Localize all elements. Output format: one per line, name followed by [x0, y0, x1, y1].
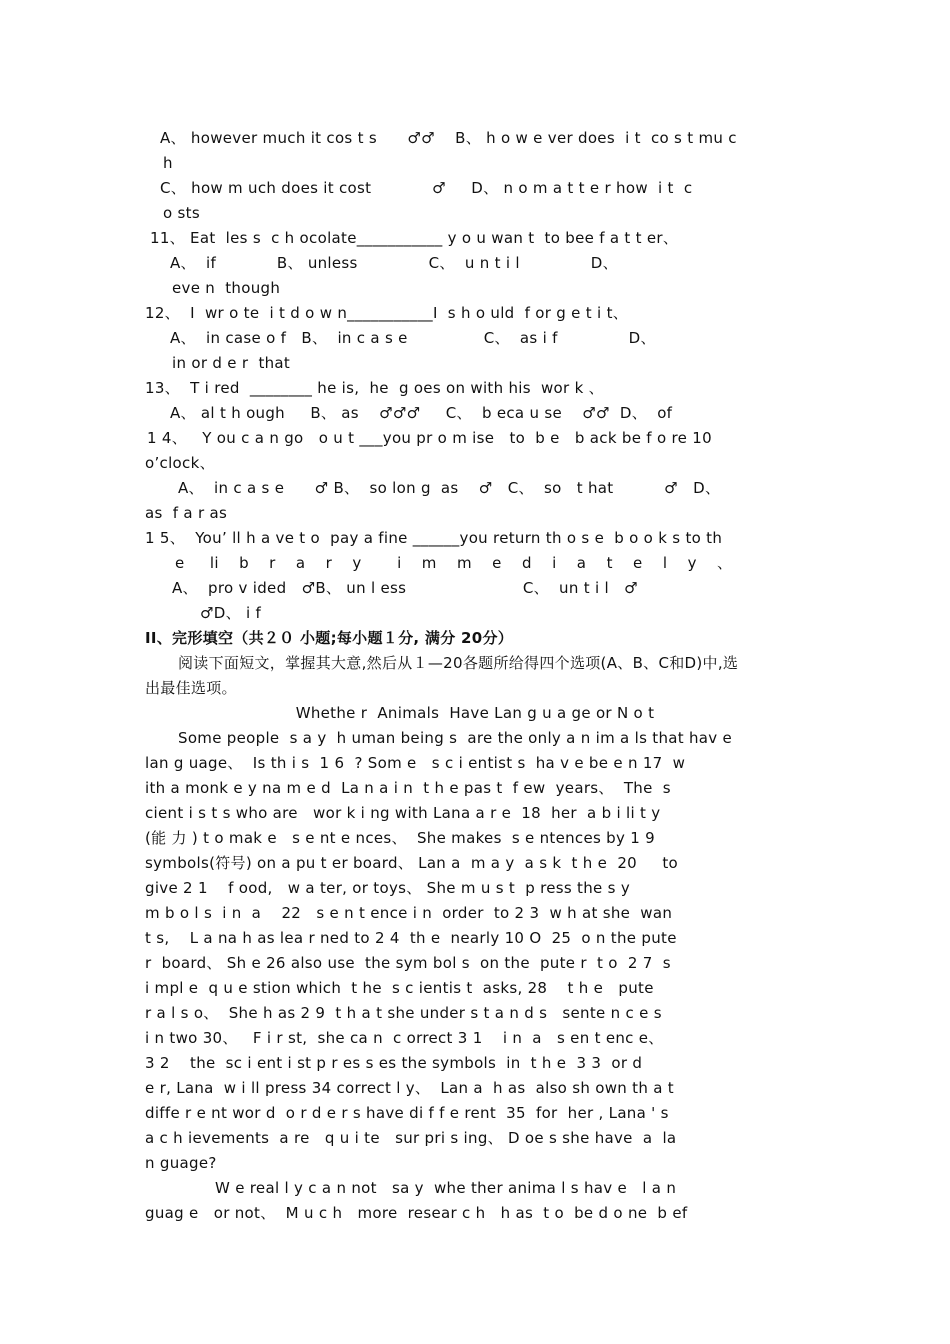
text-line: 1 4、 Y ou c a n go o u t ___you pr o m ise to b e b ack be f o re 10 — [147, 429, 712, 447]
text-line: o sts — [163, 204, 200, 222]
text-line: e li b r a r y i m m e d i a t e l y 、 — [175, 554, 733, 572]
text-line: (能 力 ) t o mak e s e nt e nces、 She makes s e ntences by 1 9 — [145, 829, 656, 847]
text-line: h — [163, 154, 173, 172]
text-line: II、完形填空（共２０ 小题;每小题１分, 满分 20分） — [145, 629, 514, 647]
text-line: 出最佳选项。 — [145, 679, 237, 697]
text-line: cient i s t s who are wor k i ng with Lana a r e 18 her a b i li t y — [145, 804, 661, 822]
text-line: Some people s a y h uman being s are the only a n im a ls that hav e — [178, 729, 733, 747]
text-line: a c h ievements a re q u i te sur pri s ing、 D oe s she have a la — [145, 1129, 677, 1147]
text-line: t s, L a na h as lea r ned to 2 4 th e nearly 10 O 25 o n the pute — [145, 929, 677, 947]
text-line: give 2 1 f ood, w a ter, or toys、 She m u s t p ress the s y — [145, 879, 631, 897]
text-line: C、 how m uch does it cost ♂ D、 n o m a t t e r how i t c — [160, 179, 693, 197]
text-line: Whethe r Animals Have Lan g u a ge or N o t — [295, 704, 655, 722]
text-line: A、 however much it cos t s ♂♂ B、 h o w e ver does i t co s t mu c — [160, 129, 737, 147]
text-line: m b o l s i n a 22 s e n t ence i n order to 2 3 w h at she wan — [145, 904, 673, 922]
text-line: ♂D、 i f — [200, 604, 262, 622]
text-line: A、 al t h ough B、 as ♂♂♂ C、 b eca u se ♂♂ D、 of — [170, 404, 673, 422]
text-line: in or d e r that — [172, 354, 291, 372]
text-line: A、 in c a s e ♂ B、 so lon g as ♂ C、 so t hat ♂ D、 — [178, 479, 721, 497]
text-line: e r, Lana w i ll press 34 correct l y、 Lan a h as also sh own th a t — [145, 1079, 674, 1097]
text-line: r a l s o、 She h as 2 9 t h a t she under s t a n d s sente n c e s — [145, 1004, 662, 1022]
text-line: n guage? — [145, 1154, 217, 1172]
text-line: 11、 Eat les s c h ocolate___________ y o u wan t to bee f a t t er、 — [150, 229, 679, 247]
text-line: lan g uage、 Is th i s 1 6 ? Som e s c i entist s ha v e be e n 17 w — [145, 754, 686, 772]
text-line: guag e or not、 M u c h more resear c h h as t o be d o ne b ef — [145, 1204, 688, 1222]
text-line: symbols(符号) on a pu t er board、 Lan a m a y a s k t h e 20 to — [145, 854, 679, 872]
text-line: A、 pro v ided ♂B、 un l ess C、 un t i l ♂ — [172, 579, 638, 597]
text-line: diffe r e nt wor d o r d e r s have di f f e rent 35 for her , Lana ' s — [145, 1104, 669, 1122]
text-line: r board、 Sh e 26 also use the sym bol s on the pute r t o 2 7 s — [145, 954, 671, 972]
text-line: o’clock、 — [145, 454, 215, 472]
text-line: i n two 30、 F i r st, she ca n c orrect 3 1 i n a s en t enc e、 — [145, 1029, 664, 1047]
text-line: 阅读下面短文，掌握其大意,然后从１—20各题所给得四个选项(A、B、C和D)中,选 — [178, 654, 739, 672]
text-line: A、 in case o f B、 in c a s e C、 as i f D、 — [170, 329, 656, 347]
text-line: 3 2 the sc i ent i st p r es s es the symbols in t h e 3 3 or d — [145, 1054, 643, 1072]
text-line: 12、 I wr o te i t d o w n___________I s h o uld f or g e t i t、 — [145, 304, 629, 322]
text-line: W e real l y c a n not sa y whe ther anima l s hav e l a n — [215, 1179, 677, 1197]
text-line: A、 if B、 unless C、 u n t i l D、 — [170, 254, 618, 272]
text-line: as f a r as — [145, 504, 228, 522]
text-line: eve n though — [172, 279, 281, 297]
text-line: 13、 T i red ________ he is, he g oes on with his wor k 、 — [145, 379, 604, 397]
text-line: 1 5、 You’ ll h a ve t o pay a fine ______you return th o s e b o o k s to th — [145, 529, 723, 547]
text-line: i mpl e q u e stion which t he s c ientis t asks, 28 t h e pute — [145, 979, 654, 997]
text-line: ith a monk e y na m e d La n a i n t h e pas t f ew years、 The s — [145, 779, 671, 797]
